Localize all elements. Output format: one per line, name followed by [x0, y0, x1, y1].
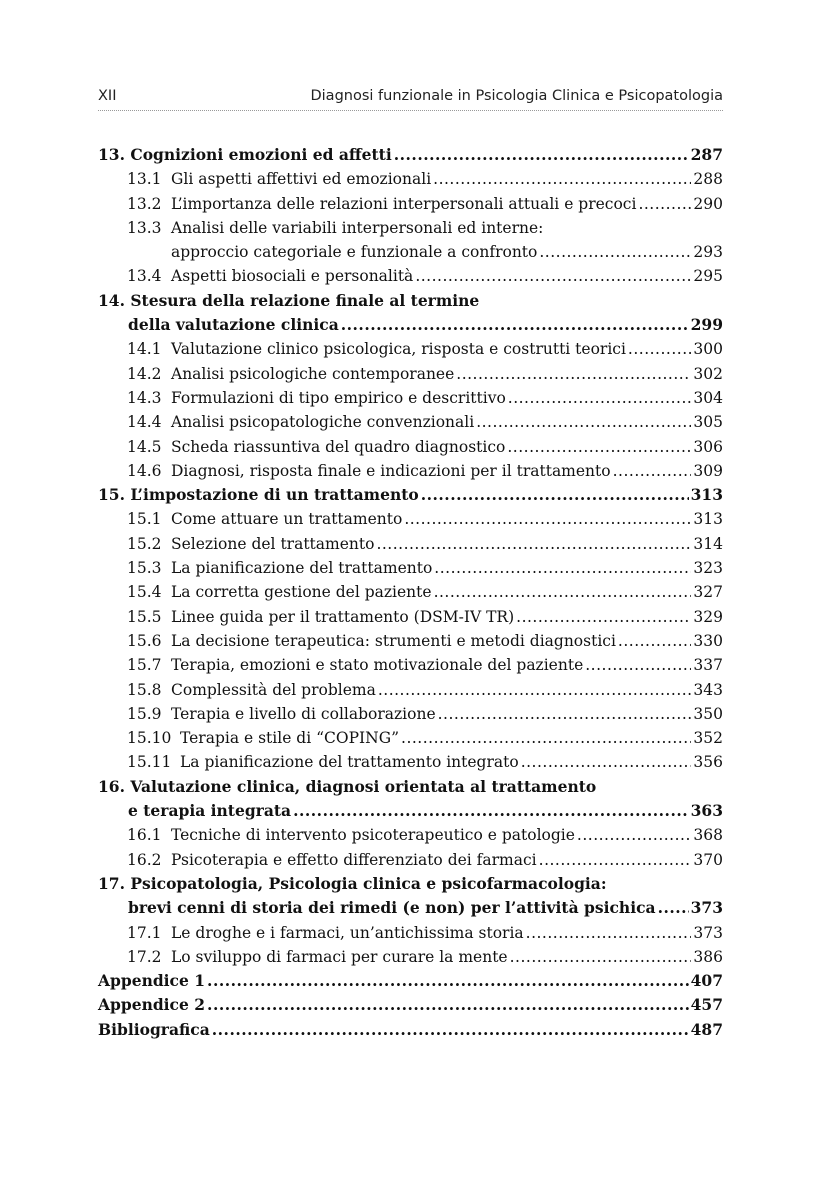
toc-entry-page: 487 — [690, 1019, 723, 1039]
toc-entry — [98, 848, 723, 872]
toc-entry-page: 343 — [693, 680, 723, 699]
toc-entry-number: 14.6 — [127, 461, 162, 480]
toc-entry-title: Scheda riassuntiva del quadro diagnostico — [171, 437, 506, 456]
toc-entry — [98, 1018, 723, 1042]
toc-entry-page: 337 — [693, 656, 723, 675]
page-number: XII — [98, 88, 117, 104]
dot-leader — [401, 726, 691, 750]
dot-leader — [434, 556, 691, 580]
dot-leader — [526, 921, 692, 945]
toc-entry — [98, 435, 723, 459]
toc-entry-title: Terapia e stile di “COPING” — [180, 729, 400, 748]
toc-entry-page: 407 — [690, 971, 723, 991]
toc-entry — [98, 775, 723, 799]
toc-entry-page: 457 — [690, 995, 723, 1015]
toc-entry-page: 299 — [690, 315, 723, 335]
dot-leader — [585, 653, 691, 677]
dot-leader — [539, 240, 691, 264]
toc-entry-title: La corretta gestione del paziente — [171, 583, 432, 602]
toc-entry-page: 287 — [690, 145, 723, 164]
toc-entry-title: Complessità del problema — [171, 680, 376, 699]
toc-entry-page: 329 — [693, 607, 723, 626]
toc-entry-title: Le droghe e i farmaci, un’antichissima storia — [171, 923, 524, 942]
toc-entry-page: 327 — [693, 583, 723, 602]
table-of-contents — [98, 143, 723, 1042]
toc-entry-page: 356 — [693, 753, 723, 772]
toc-entry-page: 302 — [693, 364, 723, 383]
toc-entry-title: La pianificazione del trattamento — [171, 559, 433, 578]
toc-entry-page: 295 — [693, 267, 723, 286]
toc-entry-page: 330 — [693, 631, 723, 650]
toc-entry-title: Selezione del trattamento — [171, 534, 375, 553]
toc-entry-title: Psicoterapia e effetto differenziato dei farmaci — [171, 850, 537, 869]
page-header — [98, 80, 723, 111]
toc-entry-number: 14.4 — [127, 413, 162, 432]
toc-entry-title: Valutazione clinico psicologica, risposta e costrutti teorici — [171, 340, 626, 359]
toc-entry-number: 13.4 — [127, 267, 162, 286]
toc-entry-title: La pianificazione del trattamento integrato — [180, 753, 519, 772]
toc-entry-number: 15.2 — [127, 534, 162, 553]
dot-leader — [658, 896, 689, 920]
toc-entry-title: Analisi delle variabili interpersonali ed interne: — [171, 218, 544, 237]
toc-entry — [98, 580, 723, 604]
toc-entry-number: 13.3 — [127, 218, 162, 237]
toc-entry — [98, 289, 723, 313]
toc-entry — [98, 167, 723, 191]
dot-leader — [613, 459, 692, 483]
toc-entry-page: 304 — [693, 388, 723, 407]
dot-leader — [421, 483, 689, 507]
toc-entry-number: 16.2 — [127, 850, 162, 869]
toc-entry-number: 15.9 — [127, 704, 162, 723]
toc-entry — [98, 872, 723, 896]
toc-entry-number: 15.8 — [127, 680, 162, 699]
toc-entry-page: 323 — [693, 559, 723, 578]
toc-entry — [98, 896, 723, 920]
toc-entry-title: Formulazioni di tipo empirico e descrittivo — [171, 388, 506, 407]
toc-entry — [98, 726, 723, 750]
toc-entry-page: 370 — [693, 850, 723, 869]
dot-leader — [508, 386, 692, 410]
dot-leader — [207, 969, 689, 993]
toc-entry-title: 15. L’impostazione di un trattamento — [98, 485, 419, 505]
toc-entry-page: 350 — [693, 704, 723, 723]
toc-entry-title: Linee guida per il trattamento (DSM-IV TR) — [171, 607, 515, 626]
toc-entry-title: La decisione terapeutica: strumenti e metodi diagnostici — [171, 631, 616, 650]
toc-entry-page: 293 — [693, 243, 723, 262]
dot-leader — [404, 507, 691, 531]
dot-leader — [376, 532, 691, 556]
toc-entry-page: 352 — [693, 729, 723, 748]
dot-leader — [394, 143, 689, 167]
toc-entry — [98, 143, 723, 167]
toc-entry-number: 15.5 — [127, 607, 162, 626]
toc-entry — [98, 629, 723, 653]
dot-leader — [434, 580, 692, 604]
toc-entry-number: 17.2 — [127, 947, 162, 966]
toc-entry-page: 363 — [690, 801, 723, 821]
toc-entry — [98, 556, 723, 580]
dot-leader — [212, 1018, 689, 1042]
toc-entry-number: 15.4 — [127, 583, 162, 602]
dot-leader — [293, 799, 689, 823]
toc-entry-title: 17. Psicopatologia, Psicologia clinica e psicofarmacologia: — [98, 873, 607, 893]
dot-leader — [510, 945, 692, 969]
dot-leader — [207, 993, 689, 1017]
toc-entry-number: 14.3 — [127, 388, 162, 407]
toc-entry-number: 13.1 — [127, 170, 162, 189]
dot-leader — [638, 192, 691, 216]
toc-entry-title: Aspetti biosociali e personalità — [171, 267, 414, 286]
dot-leader — [341, 313, 689, 337]
toc-entry-title: 13. Cognizioni emozioni ed affetti — [98, 145, 392, 164]
toc-entry-page: 300 — [693, 340, 723, 359]
dot-leader — [415, 264, 691, 288]
toc-entry-number: 15.3 — [127, 559, 162, 578]
dot-leader — [577, 823, 691, 847]
toc-entry-number: 15.1 — [127, 510, 162, 529]
toc-entry — [98, 483, 723, 507]
toc-entry — [98, 264, 723, 288]
toc-entry-title: Appendice 2 — [98, 995, 206, 1015]
toc-entry — [98, 678, 723, 702]
toc-entry — [98, 216, 723, 240]
toc-entry — [98, 823, 723, 847]
toc-entry-number: 14.1 — [127, 340, 162, 359]
toc-entry — [98, 702, 723, 726]
toc-entry-page: 288 — [693, 170, 723, 189]
toc-entry-number: 15.11 — [127, 753, 172, 772]
running-title: Diagnosi funzionale in Psicologia Clinica e Psicopatologia — [310, 88, 723, 104]
toc-entry-number: 15.7 — [127, 656, 162, 675]
toc-entry-page: 368 — [693, 826, 723, 845]
toc-entry-number: 16.1 — [127, 826, 162, 845]
toc-entry — [98, 945, 723, 969]
toc-entry-title: Tecniche di intervento psicoterapeutico e patologie — [171, 826, 575, 845]
dot-leader — [438, 702, 692, 726]
toc-entry-title: Bibliografica — [98, 1019, 210, 1039]
toc-entry — [98, 459, 723, 483]
dot-leader — [628, 337, 691, 361]
toc-entry — [98, 653, 723, 677]
toc-entry-title: e terapia integrata — [128, 801, 292, 821]
toc-entry — [98, 750, 723, 774]
toc-entry-number: 13.2 — [127, 194, 162, 213]
toc-entry-title: approccio categoriale e funzionale a confronto — [171, 243, 538, 262]
toc-entry-page: 313 — [693, 510, 723, 529]
toc-entry-page: 313 — [690, 485, 723, 505]
toc-entry-number: 17.1 — [127, 923, 162, 942]
toc-entry — [98, 362, 723, 386]
toc-entry-title: Diagnosi, risposta finale e indicazioni per il trattamento — [171, 461, 611, 480]
toc-entry — [98, 993, 723, 1017]
dot-leader — [516, 605, 691, 629]
toc-entry — [98, 605, 723, 629]
toc-entry-title: della valutazione clinica — [128, 315, 339, 335]
toc-entry — [98, 969, 723, 993]
toc-entry-number: 14.5 — [127, 437, 162, 456]
toc-entry-title: Terapia, emozioni e stato motivazionale del paziente — [171, 656, 584, 675]
dot-leader — [507, 435, 691, 459]
toc-entry-page: 386 — [693, 947, 723, 966]
dot-leader — [378, 678, 692, 702]
toc-entry — [98, 337, 723, 361]
toc-entry-title: L’importanza delle relazioni interpersonali attuali e precoci — [171, 194, 637, 213]
dot-leader — [521, 750, 692, 774]
toc-entry-page: 305 — [693, 413, 723, 432]
toc-entry-title: Lo sviluppo di farmaci per curare la mente — [171, 947, 508, 966]
toc-entry-title: Come attuare un trattamento — [171, 510, 403, 529]
toc-entry — [98, 192, 723, 216]
toc-entry-title: brevi cenni di storia dei rimedi (e non) per l’attività psichica — [128, 898, 656, 918]
toc-entry — [98, 240, 723, 264]
toc-entry-page: 309 — [693, 461, 723, 480]
toc-entry-number: 15.10 — [127, 729, 172, 748]
toc-entry — [98, 313, 723, 337]
dot-leader — [618, 629, 691, 653]
toc-entry — [98, 507, 723, 531]
toc-entry-page: 373 — [693, 923, 723, 942]
toc-entry-title: Appendice 1 — [98, 971, 206, 991]
dot-leader — [476, 410, 691, 434]
toc-entry-title: Gli aspetti affettivi ed emozionali — [171, 170, 432, 189]
toc-entry-title: Analisi psicopatologiche convenzionali — [171, 413, 475, 432]
toc-entry-title: 16. Valutazione clinica, diagnosi orientata al trattamento — [98, 776, 597, 796]
toc-entry — [98, 410, 723, 434]
toc-entry-page: 290 — [693, 194, 723, 213]
toc-entry-title: 14. Stesura della relazione finale al termine — [98, 290, 480, 310]
toc-entry-title: Analisi psicologiche contemporanee — [171, 364, 455, 383]
toc-entry-number: 14.2 — [127, 364, 162, 383]
toc-entry — [98, 386, 723, 410]
dot-leader — [433, 167, 691, 191]
toc-entry-page: 306 — [693, 437, 723, 456]
toc-entry-title: Terapia e livello di collaborazione — [171, 704, 436, 723]
toc-entry-number: 15.6 — [127, 631, 162, 650]
toc-entry — [98, 921, 723, 945]
dot-leader — [456, 362, 691, 386]
toc-entry — [98, 532, 723, 556]
toc-entry-page: 373 — [690, 898, 723, 918]
toc-entry — [98, 799, 723, 823]
dot-leader — [539, 848, 692, 872]
toc-entry-page: 314 — [693, 534, 723, 553]
